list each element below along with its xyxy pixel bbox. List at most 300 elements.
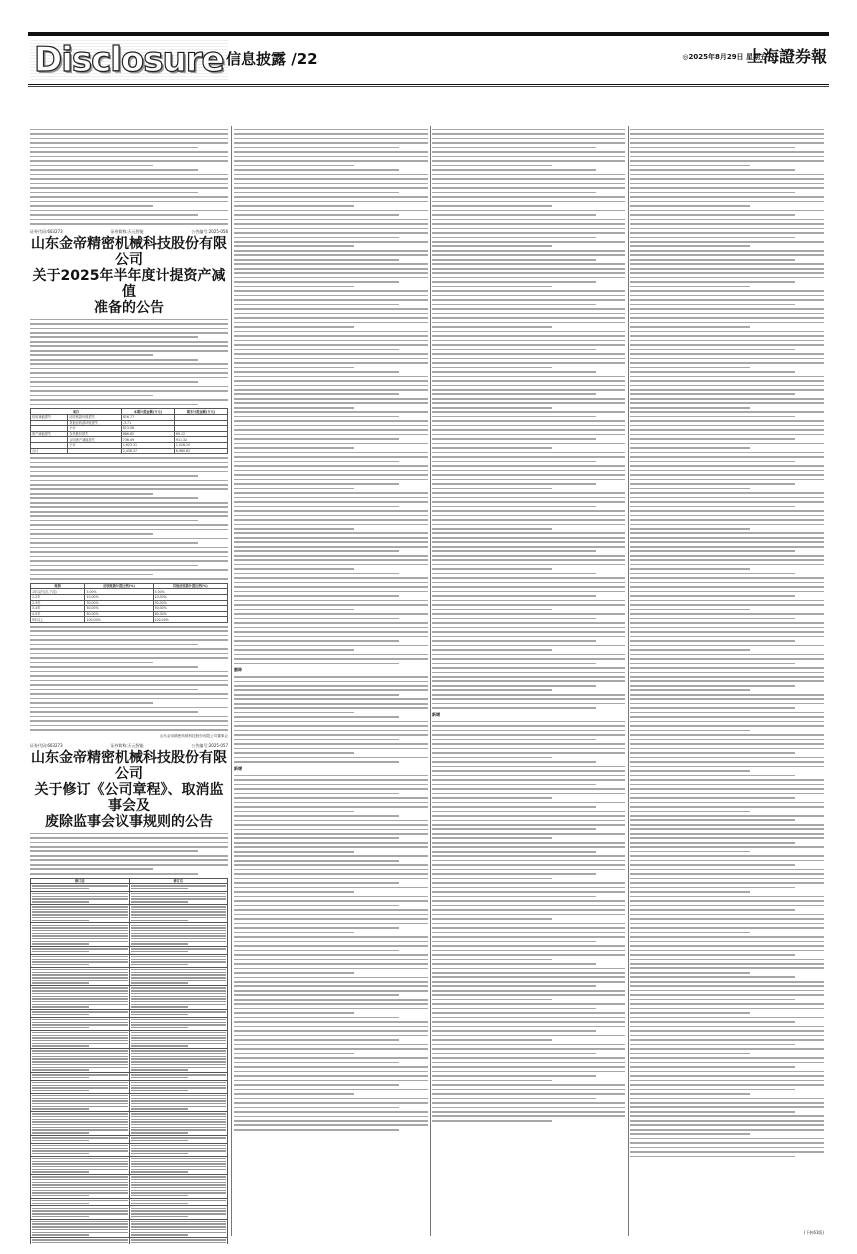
masthead-rule [28, 84, 829, 85]
text-line [630, 846, 824, 848]
text-line [131, 1001, 227, 1002]
text-line [432, 730, 625, 732]
text-line [432, 573, 596, 575]
text-line [32, 1043, 128, 1044]
text-line [432, 331, 625, 333]
text-line [30, 547, 228, 549]
table-header: 其他应收款计提比例(%) [153, 583, 227, 589]
text-line [30, 855, 228, 857]
text-line [630, 443, 824, 445]
text-line [630, 1044, 795, 1046]
text-line [432, 470, 625, 472]
text-line [630, 631, 824, 633]
text-line [432, 748, 625, 750]
text-line [32, 1116, 128, 1117]
text-line [234, 483, 399, 485]
text-line [234, 1048, 428, 1050]
table-row [31, 1009, 228, 1017]
table-cell [129, 1206, 228, 1219]
table-cell: 50.00% [153, 606, 227, 612]
text-line [234, 192, 399, 194]
text-line [432, 237, 596, 239]
text-line [30, 716, 228, 718]
text-line [432, 133, 625, 135]
text-line [432, 425, 625, 427]
text-line [630, 133, 824, 135]
text-line [234, 299, 428, 301]
text-line [630, 1098, 824, 1100]
table-header: 账龄 [31, 583, 85, 589]
text-line [234, 156, 428, 158]
text-line [30, 693, 228, 695]
text-line [30, 133, 228, 135]
text-line [432, 438, 596, 440]
text-line [432, 627, 625, 629]
text-line [234, 654, 428, 656]
text-line [432, 546, 625, 548]
table-cell [129, 1072, 228, 1080]
text-line [131, 998, 227, 999]
text-line [234, 1066, 428, 1068]
text-line [234, 568, 354, 570]
text-line [234, 237, 399, 239]
text-line [234, 268, 428, 270]
text-line [432, 1053, 596, 1055]
text-line [432, 1012, 625, 1014]
text-line [30, 711, 198, 713]
text-line [32, 1098, 128, 1099]
text-line [32, 1161, 128, 1162]
column-divider [430, 126, 431, 1236]
table-cell [129, 1080, 228, 1093]
text-line [32, 948, 128, 949]
text-line [630, 335, 824, 337]
text-line [32, 1095, 128, 1096]
text-line [630, 192, 795, 194]
masthead [28, 36, 829, 84]
text-line [234, 228, 428, 230]
text-line [234, 393, 399, 395]
text-line [630, 712, 824, 714]
text-line [432, 456, 625, 458]
text-line [432, 636, 625, 638]
text-line [432, 600, 625, 602]
text-line [32, 898, 128, 899]
text-line [630, 775, 795, 777]
text-line [630, 752, 795, 754]
text-line [131, 909, 227, 910]
text-line [630, 600, 824, 602]
text-line [30, 210, 228, 212]
text-line [32, 1103, 128, 1104]
table-row [31, 904, 228, 922]
text-line [234, 420, 428, 422]
text-line [234, 698, 428, 700]
text-line [32, 1053, 128, 1054]
text-line [630, 393, 795, 395]
text-line [630, 250, 824, 252]
text-line [630, 1008, 824, 1010]
text-line [432, 725, 625, 727]
text-line [32, 1032, 128, 1033]
text-line [630, 842, 795, 844]
text-line [432, 376, 625, 378]
text-line [30, 183, 228, 185]
text-line [630, 568, 750, 570]
text-line [630, 299, 824, 301]
text-line [234, 963, 428, 965]
text-line [630, 447, 750, 449]
text-line [131, 977, 227, 978]
table-cell: 100.00% [85, 617, 153, 623]
text-line [432, 739, 596, 741]
table-cell [31, 1112, 130, 1136]
text-line [630, 407, 750, 409]
text-line [234, 555, 428, 557]
text-line [432, 932, 625, 934]
text-line [432, 223, 625, 225]
text-line [630, 999, 795, 1001]
text-line [234, 1084, 399, 1086]
text-line [131, 1158, 227, 1159]
text-line [234, 205, 354, 207]
text-line [234, 470, 428, 472]
table-header: 期末计提金额(万元) [174, 409, 227, 415]
text-line [630, 1156, 795, 1158]
text-line [234, 1111, 428, 1113]
text-line [630, 618, 795, 620]
body-text-block [234, 676, 428, 763]
text-line [630, 609, 750, 611]
text-line [30, 842, 228, 844]
notice-title [30, 750, 228, 830]
text-line [131, 1216, 188, 1217]
text-line [234, 820, 428, 822]
text-line [234, 398, 428, 400]
text-line [432, 201, 625, 203]
text-line [32, 1127, 128, 1128]
text-line [234, 927, 399, 929]
text-line [234, 882, 399, 884]
table-cell [31, 1174, 130, 1198]
text-line [131, 1064, 227, 1065]
text-line [131, 993, 227, 994]
text-line [432, 752, 625, 754]
text-line [32, 933, 128, 934]
text-line [630, 976, 795, 978]
text-line [32, 1045, 89, 1046]
body-text-block [30, 457, 228, 580]
text-line [131, 1022, 227, 1023]
text-line [630, 802, 824, 804]
text-line [630, 1075, 824, 1077]
text-line [131, 1242, 227, 1243]
text-line [432, 443, 625, 445]
text-line [432, 192, 596, 194]
text-line [630, 1071, 824, 1073]
text-line [432, 968, 625, 970]
table-cell: 其他应收款坏账损失 [68, 420, 122, 426]
text-line [30, 381, 198, 383]
text-line [432, 766, 625, 768]
text-line [30, 707, 228, 709]
text-line [432, 784, 596, 786]
text-line [630, 349, 795, 351]
text-line [131, 1019, 227, 1020]
text-line [32, 901, 89, 902]
text-line [131, 956, 227, 957]
text-line [432, 254, 625, 256]
text-line [234, 1053, 354, 1055]
text-line [234, 219, 428, 221]
text-line [432, 281, 596, 283]
text-line [30, 698, 228, 700]
text-line [630, 873, 824, 875]
text-line [432, 434, 625, 436]
column-label-added: 新增 [432, 711, 440, 717]
text-line [234, 407, 354, 409]
table-cell [129, 904, 228, 922]
text-line [432, 367, 552, 369]
text-line [432, 452, 625, 454]
text-line [234, 869, 428, 871]
text-line [234, 497, 428, 499]
text-line [234, 358, 428, 360]
text-line [131, 1223, 227, 1224]
text-line [234, 281, 399, 283]
text-line [630, 492, 824, 494]
text-line [432, 654, 625, 656]
text-line [432, 340, 625, 342]
text-line [432, 349, 596, 351]
text-line [234, 322, 428, 324]
text-line [234, 797, 428, 799]
notice-title-line: 山东金帝精密机械科技股份有限公司 [31, 235, 227, 268]
table-cell: 50.00% [85, 606, 153, 612]
text-line [432, 524, 625, 526]
text-line [630, 689, 750, 691]
text-line [234, 1008, 428, 1010]
text-line [432, 873, 596, 875]
text-line [234, 784, 428, 786]
text-line [234, 712, 354, 714]
notice-signature: 山东金帝精密机械科技股份有限公司董事会 [159, 733, 228, 738]
text-line [131, 920, 188, 921]
table-cell [129, 1198, 228, 1206]
text-line [432, 604, 625, 606]
table-cell [129, 1009, 228, 1017]
text-line [630, 434, 824, 436]
text-line [234, 645, 428, 647]
text-line [432, 420, 625, 422]
text-line [234, 748, 428, 750]
text-line [630, 160, 824, 162]
text-line [630, 734, 824, 736]
text-line [630, 1115, 824, 1117]
text-line [432, 770, 625, 772]
text-line [131, 1161, 227, 1162]
text-line [630, 990, 824, 992]
text-line [32, 1069, 89, 1070]
text-line [30, 850, 198, 852]
text-line [630, 716, 824, 718]
text-line [131, 1108, 188, 1109]
text-line [131, 1116, 227, 1117]
text-line [630, 887, 795, 889]
text-line [131, 1176, 227, 1177]
text-line [432, 649, 552, 651]
text-line [234, 532, 428, 534]
table-cell: 816.77 [121, 414, 174, 420]
text-line [630, 828, 824, 830]
text-line [630, 878, 824, 880]
text-line [432, 416, 596, 418]
text-line [630, 376, 824, 378]
text-line [630, 860, 824, 862]
text-line [432, 147, 596, 149]
table-cell [31, 1237, 130, 1244]
table-row [31, 1198, 228, 1206]
text-line [234, 443, 428, 445]
text-line [30, 859, 228, 861]
text-line [432, 743, 625, 745]
text-line [630, 766, 824, 768]
text-line [32, 980, 128, 981]
text-line [30, 156, 228, 158]
text-line [131, 1232, 227, 1233]
text-line [234, 1062, 399, 1064]
text-line [30, 868, 153, 870]
text-line [432, 577, 625, 579]
text-line [131, 1103, 227, 1104]
text-line [234, 936, 428, 938]
text-line [32, 1140, 89, 1141]
text-line [432, 1080, 552, 1082]
stock-code: 证券代码:603273 [30, 742, 63, 748]
text-line [30, 666, 198, 668]
text-line [630, 909, 795, 911]
continued-mark: (下转61版) [803, 1230, 824, 1235]
text-line [432, 927, 625, 929]
text-line [630, 470, 824, 472]
text-line [432, 707, 596, 709]
table-cell [31, 1206, 130, 1219]
text-line [234, 1102, 428, 1104]
text-line [32, 1113, 128, 1114]
text-line [234, 864, 428, 866]
text-line [131, 1166, 227, 1167]
text-line [432, 820, 625, 822]
text-line [630, 649, 750, 651]
text-line [131, 1132, 188, 1133]
text-line [432, 1075, 596, 1077]
table-row [31, 884, 228, 892]
text-line [432, 1030, 596, 1032]
text-line [630, 358, 824, 360]
text-line [432, 515, 625, 517]
text-line [234, 501, 428, 503]
text-line [630, 281, 795, 283]
text-line [234, 824, 428, 826]
text-line [432, 380, 625, 382]
text-line [32, 1169, 128, 1170]
text-line [432, 1017, 625, 1019]
text-line [432, 559, 625, 561]
text-line [630, 541, 824, 543]
table-cell [129, 1093, 228, 1111]
table-cell [129, 1219, 228, 1237]
text-line [630, 272, 824, 274]
table-row [31, 1174, 228, 1198]
text-line [32, 1064, 128, 1065]
table-cell: 合同资产减值损失 [68, 437, 122, 443]
table-cell [31, 967, 130, 985]
table-header: 应收账款计提比例(%) [85, 583, 153, 589]
text-line [630, 353, 824, 355]
text-line [432, 896, 596, 898]
text-line [234, 891, 354, 893]
text-line [630, 595, 795, 597]
text-line [630, 515, 824, 517]
text-line [30, 363, 228, 365]
text-line [234, 277, 428, 279]
text-line [630, 658, 824, 660]
text-line [32, 1208, 128, 1209]
text-line [30, 169, 198, 171]
text-line [630, 156, 824, 158]
text-line [432, 775, 625, 777]
text-line [131, 1184, 227, 1185]
text-line [30, 332, 228, 334]
text-line [32, 893, 128, 894]
text-line [630, 322, 824, 324]
table-row [31, 1112, 228, 1136]
text-line [131, 1058, 227, 1059]
text-line [131, 901, 188, 902]
text-line [630, 698, 824, 700]
text-line [30, 345, 228, 347]
text-line [630, 317, 824, 319]
text-line [630, 932, 750, 934]
body-text-block [432, 129, 625, 709]
text-line [432, 887, 625, 889]
table-cell [31, 923, 130, 947]
text-line [630, 326, 750, 328]
text-line [630, 972, 750, 974]
text-line [432, 918, 552, 920]
text-line [630, 788, 824, 790]
text-line [432, 976, 625, 978]
text-line [234, 600, 428, 602]
text-line [30, 219, 228, 221]
table-row [31, 986, 228, 1010]
text-line [630, 259, 795, 261]
text-line [131, 1053, 227, 1054]
body-text-block [30, 626, 228, 731]
text-line [131, 885, 227, 886]
text-line [234, 506, 399, 508]
text-line [131, 1187, 227, 1188]
table-cell [31, 891, 130, 904]
text-line [234, 968, 428, 970]
table-cell [129, 923, 228, 947]
text-line [234, 1124, 428, 1126]
text-line [234, 510, 428, 512]
text-line [432, 869, 625, 871]
table-cell: 合计 [31, 448, 68, 454]
text-line [432, 479, 625, 481]
text-line [630, 663, 795, 665]
